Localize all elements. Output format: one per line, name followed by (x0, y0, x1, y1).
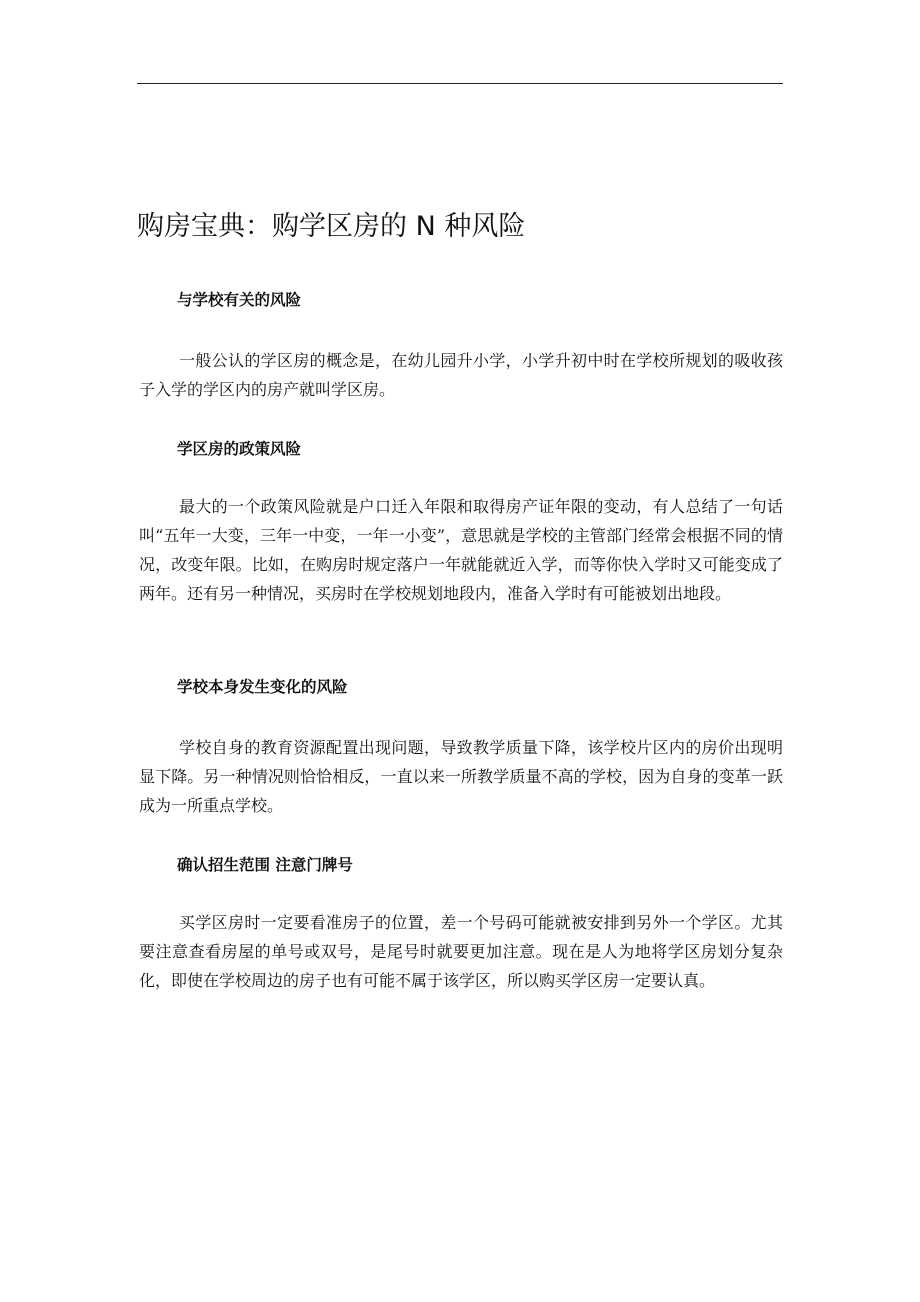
section-heading-policy-risk: 学区房的政策风险 (177, 440, 302, 458)
section-body-enrollment-range: 买学区房时一定要看准房子的位置，差一个号码可能就被安排到另外一个学区。尤其要注意查看房屋的单号或双号，是尾号时就要更加注意。现在是人为地将学区房划分复杂化，即使在学校周边的房子也有可能不属于该学区，所以购买学区房一定要认真。 (139, 913, 783, 990)
section-heading-school-change-risk: 学校本身发生变化的风险 (177, 678, 348, 696)
section-body-policy-risk: 最大的一个政策风险就是户口迁入年限和取得房产证年限的变动，有人总结了一句话叫“五年一大变，三年一中变，一年一小变”，意思就是学校的主管部门经常会根据不同的情况，改变年限。比如，在购房时规定落户一年就能就近入学，而等你快入学时又可能变成了两年。还有另一种情况，买房时在学校规划地段内，准备入学时有可能被划出地段。 (139, 497, 783, 603)
header-rule (137, 83, 783, 84)
document-title: 购房宝典：购学区房的 N 种风险 (137, 211, 526, 242)
section-heading-school-risk: 与学校有关的风险 (177, 291, 302, 309)
section-heading-enrollment-range: 确认招生范围 注意门牌号 (177, 856, 353, 874)
section-body-school-risk: 一般公认的学区房的概念是，在幼儿园升小学，小学升初中时在学校所规划的吸收孩子入学的学区内的房产就叫学区房。 (139, 351, 783, 399)
section-body-school-change-risk: 学校自身的教育资源配置出现问题，导致教学质量下降，该学校片区内的房价出现明显下降。另一种情况则恰恰相反，一直以来一所教学质量不高的学校，因为自身的变革一跃成为一所重点学校。 (139, 738, 783, 815)
